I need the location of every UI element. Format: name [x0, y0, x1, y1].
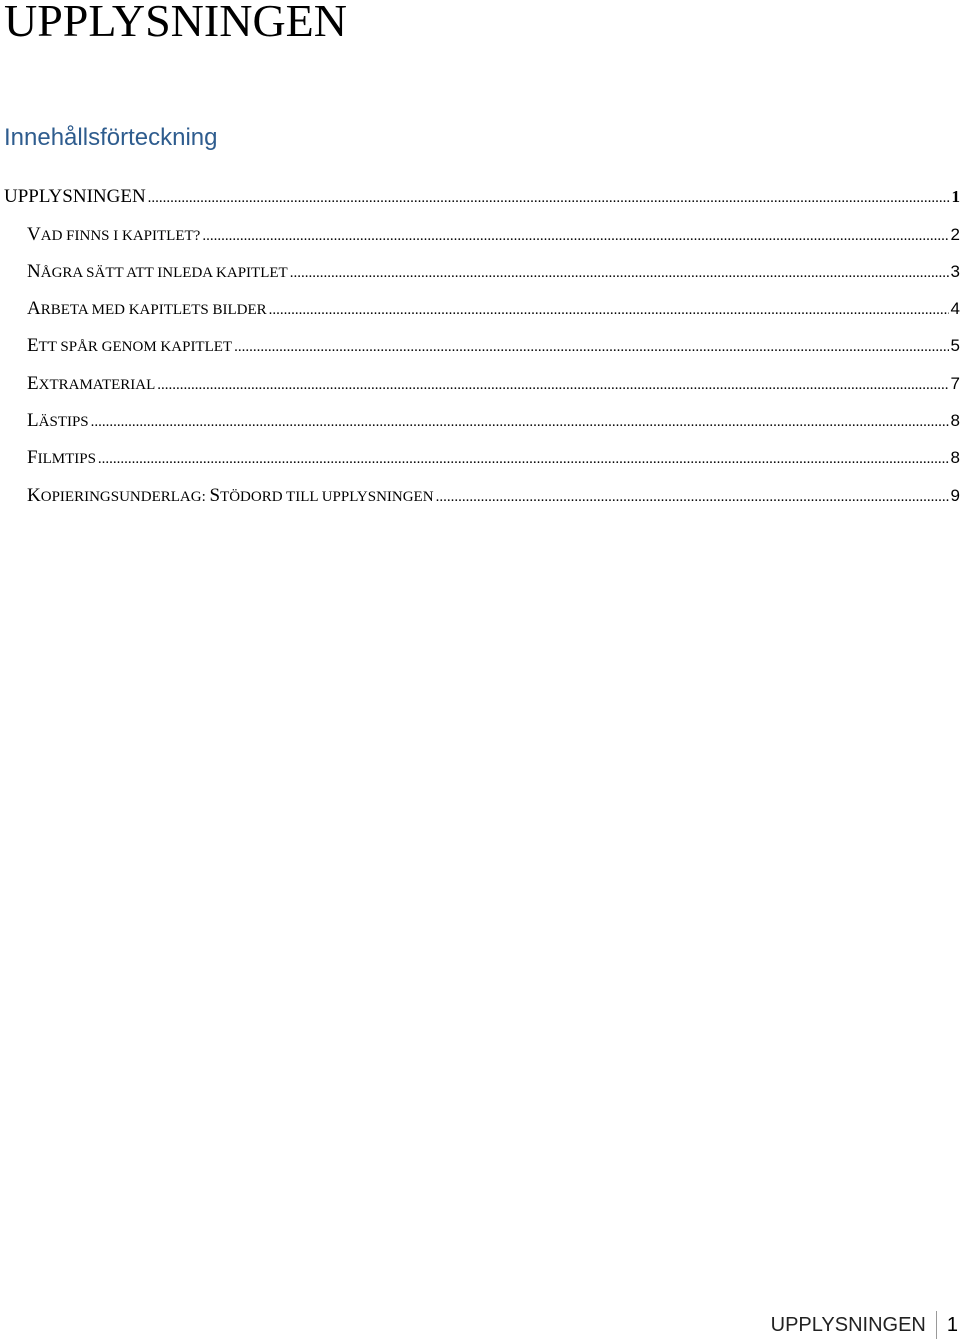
toc-page-number: 2 — [950, 225, 960, 244]
toc-page-number: 1 — [951, 187, 960, 206]
toc-entry-initial: E — [27, 335, 39, 356]
toc-entry-initial: N — [27, 261, 41, 282]
toc-entry-upplysningen[interactable] — [4, 183, 960, 211]
toc-entry-label — [27, 258, 288, 286]
toc-entry-initial: F — [27, 447, 38, 468]
toc-leader — [234, 333, 948, 360]
toc-leader — [91, 408, 949, 435]
toc-entry-second-initial: S — [209, 485, 221, 506]
toc-entry-label — [27, 370, 155, 398]
toc-entry-rest: ILMTIPS — [37, 451, 96, 467]
toc-entry-vad-finns-i-kapitlet[interactable] — [27, 221, 960, 249]
document-title: UPPLYSNINGEN — [4, 0, 347, 46]
toc-page-number: 7 — [950, 374, 960, 393]
toc-entry-filmtips[interactable] — [27, 444, 960, 472]
toc-leader — [269, 296, 949, 323]
toc-entry-rest: ÄSTIPS — [38, 414, 89, 430]
toc-page-number: 4 — [950, 299, 960, 318]
toc-entry-label — [27, 221, 200, 249]
toc-leader — [436, 483, 949, 510]
toc-entry-rest: OPIERINGSUNDERLAG: — [40, 489, 210, 505]
toc-entry-extramaterial[interactable] — [27, 370, 960, 398]
toc-entry-rest: ÅGRA SÄTT ATT INLEDA KAPITLET — [40, 265, 288, 281]
toc-entry-lastips[interactable] — [27, 407, 960, 435]
toc-entry-arbeta-med-bilder[interactable] — [27, 295, 960, 323]
footer-page-number: 1 — [946, 1313, 958, 1336]
toc-entry-label — [27, 444, 96, 472]
toc-page-number: 8 — [950, 448, 960, 467]
toc-page-number: 8 — [950, 411, 960, 430]
toc-heading: Innehållsförteckning — [4, 124, 218, 151]
toc-entry-initial: V — [27, 224, 41, 245]
toc-entry-ett-spar[interactable] — [27, 332, 960, 360]
toc-page-number: 3 — [950, 262, 960, 281]
page-footer — [771, 1310, 960, 1340]
toc-entry-kopieringsunderlag[interactable] — [27, 482, 960, 510]
toc-page-number: 9 — [950, 486, 960, 505]
toc-entry-rest: AD FINNS I KAPITLET? — [40, 228, 201, 244]
toc-entry-label-text: UPPLYSNINGEN — [4, 186, 146, 207]
toc-entry-label — [4, 183, 146, 211]
toc-entry-rest: RBETA MED KAPITLETS BILDER — [40, 302, 267, 318]
toc-entry-rest: TT SPÅR GENOM KAPITLET — [38, 339, 233, 355]
toc-leader — [98, 445, 949, 472]
toc-entry-second-rest: TÖDORD TILL UPPLYSNINGEN — [220, 489, 434, 505]
toc-leader — [202, 222, 948, 249]
toc-entry-initial: K — [27, 485, 41, 506]
toc-entry-nagra-satt[interactable] — [27, 258, 960, 286]
toc-entry-initial: L — [27, 410, 39, 431]
toc-leader — [157, 371, 948, 398]
toc-entry-initial: A — [27, 298, 41, 319]
toc-entry-label — [27, 332, 232, 360]
toc-leader — [290, 259, 949, 286]
toc-entry-label — [27, 295, 267, 323]
footer-title: UPPLYSNINGEN — [770, 1313, 926, 1336]
toc-entry-label — [27, 407, 89, 435]
toc-entry-label — [27, 482, 434, 510]
toc-entry-initial: E — [27, 373, 39, 394]
toc-page-number: 5 — [950, 336, 960, 355]
toc-entry-rest: XTRAMATERIAL — [38, 377, 156, 393]
toc-leader — [148, 184, 950, 211]
